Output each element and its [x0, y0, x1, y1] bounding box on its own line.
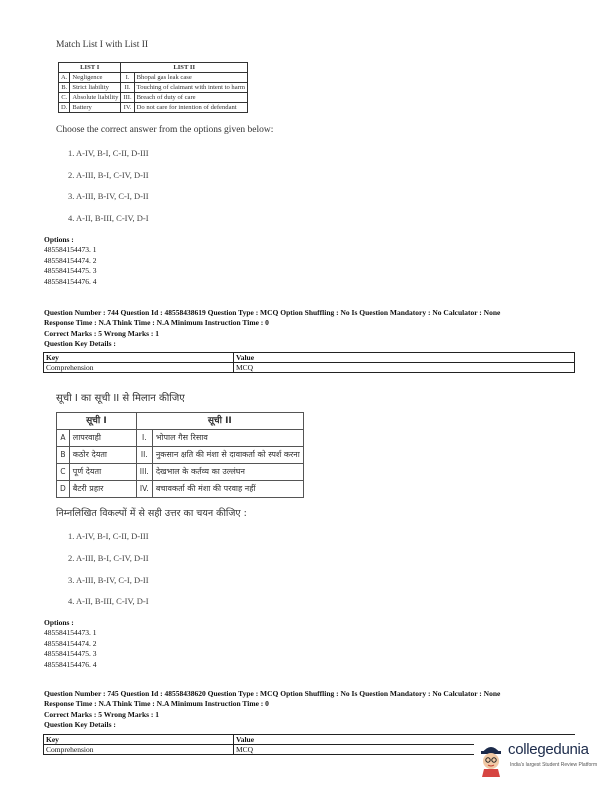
marks-line: Correct Marks : 5 Wrong Marks : 1: [44, 709, 160, 719]
table-row: B कठोर देयता II. नुकसान क्षति की मंशा से दावाकर्ता को स्पर्श करना: [57, 447, 304, 464]
mascot-icon: [476, 737, 506, 777]
question-meta-line: Response Time : N.A Think Time : N.A Minimum Instruction Time : 0: [44, 318, 269, 328]
collegedunia-watermark: [474, 735, 610, 785]
key-details-label: Question Key Details :: [44, 720, 116, 730]
table-row: C. Absolute liability III. Breach of duty of care: [59, 93, 248, 103]
option-id: 485584154473. 1: [44, 245, 97, 255]
q744-choice-4: 4. A-II, B-III, C-IV, D-I: [68, 596, 149, 606]
q1-list1-header: LIST I: [59, 63, 121, 73]
q744-list1-header: सूची I: [57, 413, 137, 430]
option-id: 485584154473. 1: [44, 628, 97, 638]
q744-match-table: [56, 412, 304, 498]
table-row: D. Battery IV. Do not care for intention of defendant: [59, 103, 248, 113]
options-label: Options :: [44, 618, 74, 627]
table-row: C पूर्ण देयता III. देखभाल के कर्तव्य का उल्लंघन: [57, 464, 304, 481]
option-id: 485584154475. 3: [44, 266, 97, 276]
table-row: A. Negligence I. Bhopal gas leak case: [59, 73, 248, 83]
brand-tagline: India's largest Student Review Platform: [510, 762, 598, 768]
q744-list2-header: सूची II: [136, 413, 303, 430]
q745-meta: [44, 689, 584, 731]
table-row: A लापरवाही I. भोपाल गैस रिसाव: [57, 430, 304, 447]
option-id: 485584154475. 3: [44, 649, 97, 659]
q744-choice-1: 1. A-IV, B-I, C-II, D-III: [68, 531, 149, 541]
q1-instruction: Choose the correct answer from the options given below:: [56, 125, 274, 135]
q1-match-table: [58, 62, 248, 113]
question-meta-line: Response Time : N.A Think Time : N.A Minimum Instruction Time : 0: [44, 699, 269, 709]
option-id: 485584154476. 4: [44, 276, 97, 286]
q1-choice-2: 2. A-III, B-I, C-IV, D-II: [68, 170, 149, 180]
option-id: 485584154474. 2: [44, 638, 97, 648]
q1-choice-1: 1. A-IV, B-I, C-II, D-III: [68, 148, 149, 158]
question-meta-line: Question Number : 744 Question Id : 48558438619 Question Type : MCQ Option Shuffling : No Is Question Mandatory : No Calculator : None: [44, 308, 501, 317]
q744-key-table: Key Value Comprehension MCQ: [43, 352, 575, 373]
q744-options: [44, 618, 97, 670]
q1-options: [44, 235, 97, 287]
brand-name: collegedunia: [508, 741, 589, 758]
question-meta-line: Question Number : 745 Question Id : 48558438620 Question Type : MCQ Option Shuffling : No Is Question Mandatory : No Calculator : None: [44, 689, 501, 698]
q1-prompt: Match List I with List II: [56, 40, 149, 50]
q745-key-table: Key Value Comprehension MCQ: [43, 734, 575, 755]
q744-choice-3: 3. A-III, B-IV, C-I, D-II: [68, 575, 149, 585]
key-details-label: Question Key Details :: [44, 339, 116, 349]
options-label: Options :: [44, 235, 74, 244]
table-row: B. Strict liability II. Touching of claimant with intent to harm: [59, 83, 248, 93]
q1-choice-4: 4. A-II, B-III, C-IV, D-I: [68, 213, 149, 223]
q744-instruction: निम्नलिखित विकल्पों में से सही उत्तर का चयन कीजिए :: [56, 508, 247, 519]
option-id: 485584154474. 2: [44, 255, 97, 265]
q744-choice-2: 2. A-III, B-I, C-IV, D-II: [68, 553, 149, 563]
q744-prompt: सूची I का सूची II से मिलान कीजिए: [56, 393, 185, 404]
marks-line: Correct Marks : 5 Wrong Marks : 1: [44, 328, 160, 338]
q744-meta: [44, 308, 584, 350]
q1-choice-3: 3. A-III, B-IV, C-I, D-II: [68, 191, 149, 201]
table-row: D बैटरी प्रहार IV. बचावकर्ता की मंशा की परवाह नहीं: [57, 481, 304, 498]
q1-list2-header: LIST II: [121, 63, 248, 73]
option-id: 485584154476. 4: [44, 659, 97, 669]
